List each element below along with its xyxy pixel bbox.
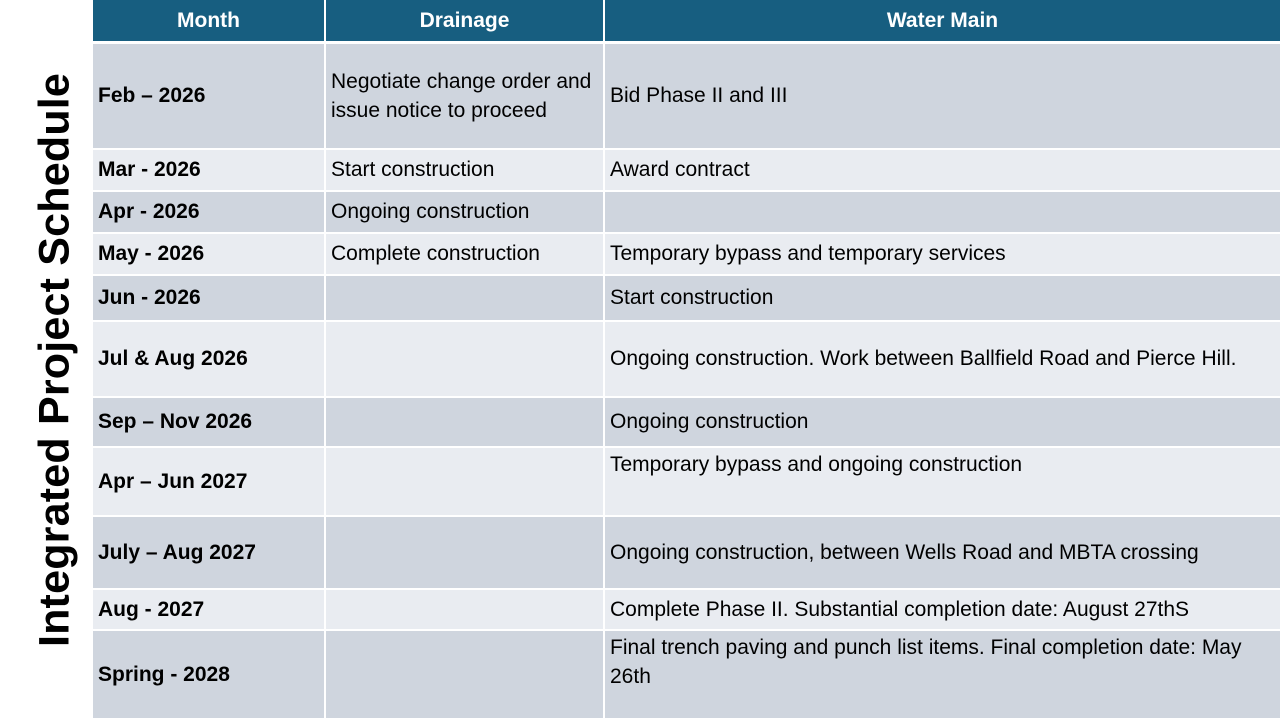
month-cell: Sep – Nov 2026 [93, 397, 325, 447]
table-row [93, 589, 1280, 630]
month-cell: Feb – 2026 [93, 43, 325, 149]
schedule-table [93, 0, 1280, 720]
table-row [93, 397, 1280, 447]
month-cell: May - 2026 [93, 233, 325, 275]
drainage-cell: Start construction [325, 149, 604, 191]
drainage-cell: Ongoing construction [325, 191, 604, 233]
water-main-cell: Ongoing construction [604, 397, 1280, 447]
month-cell: Mar - 2026 [93, 149, 325, 191]
water-main-cell: Temporary bypass and ongoing construction [604, 447, 1280, 516]
month-cell: Jun - 2026 [93, 275, 325, 321]
water-main-cell: Ongoing construction. Work between Ballfield Road and Pierce Hill. [604, 321, 1280, 397]
table-row [93, 321, 1280, 397]
drainage-cell [325, 321, 604, 397]
table-row [93, 630, 1280, 719]
month-cell: Aug - 2027 [93, 589, 325, 630]
month-cell: Spring - 2028 [93, 630, 325, 719]
water-main-cell: Bid Phase II and III [604, 43, 1280, 149]
header-month: Month [93, 0, 325, 43]
water-main-cell: Temporary bypass and temporary services [604, 233, 1280, 275]
water-main-cell [604, 191, 1280, 233]
drainage-cell [325, 397, 604, 447]
water-main-cell: Final trench paving and punch list items. Final completion date: May 26th [604, 630, 1280, 719]
table-row [93, 43, 1280, 149]
month-cell: Apr – Jun 2027 [93, 447, 325, 516]
month-cell: Jul & Aug 2026 [93, 321, 325, 397]
table-row [93, 191, 1280, 233]
slide-title-area [0, 0, 93, 720]
table-row [93, 447, 1280, 516]
drainage-cell [325, 630, 604, 719]
month-cell: Apr - 2026 [93, 191, 325, 233]
header-water-main: Water Main [604, 0, 1280, 43]
drainage-cell: Complete construction [325, 233, 604, 275]
table-row [93, 275, 1280, 321]
slide-title: Integrated Project Schedule [30, 72, 79, 648]
water-main-cell: Complete Phase II. Substantial completion date: August 27thS [604, 589, 1280, 630]
drainage-cell [325, 275, 604, 321]
drainage-cell [325, 447, 604, 516]
water-main-cell: Start construction [604, 275, 1280, 321]
header-row [93, 0, 1280, 43]
drainage-cell [325, 516, 604, 589]
month-cell: July – Aug 2027 [93, 516, 325, 589]
water-main-cell: Award contract [604, 149, 1280, 191]
table-row [93, 516, 1280, 589]
water-main-cell: Ongoing construction, between Wells Road and MBTA crossing [604, 516, 1280, 589]
table-row [93, 233, 1280, 275]
header-drainage: Drainage [325, 0, 604, 43]
drainage-cell: Negotiate change order and issue notice to proceed [325, 43, 604, 149]
table-row [93, 149, 1280, 191]
drainage-cell [325, 589, 604, 630]
